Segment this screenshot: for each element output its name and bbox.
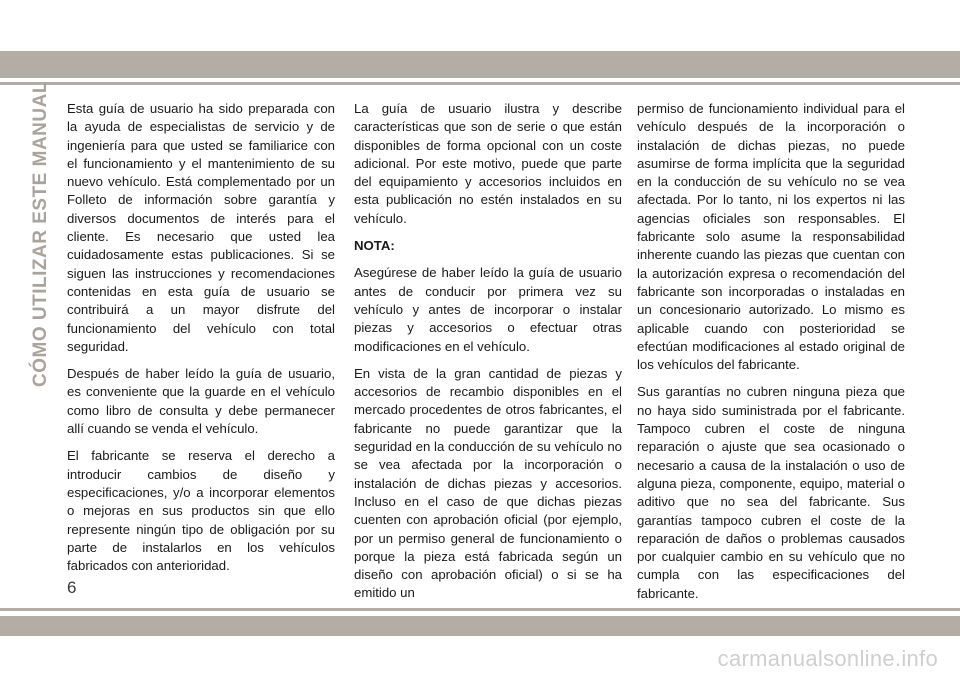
paragraph: En vista de la gran cantidad de piezas y accesorios de recambio disponibles en el mercado procedentes de otros fabricantes, el fabricante no puede garantizar que la seguridad en la conducción de su vehículo no se vea afectada por la incorporación o instalación de dichas piezas y accesorios. Incluso en el caso de que dichas piezas cuenten con aprobación oficial (por ejemplo, por un permiso general de funcionamiento o porque la pieza está fabricada según un diseño con aprobación oficial) o si se ha emitido un: [354, 365, 622, 601]
header-band: [0, 51, 960, 78]
footer-rule: [0, 608, 960, 611]
note-label: NOTA:: [354, 238, 395, 254]
column-1: [67, 100, 335, 584]
section-title: CÓMO UTILIZAR ESTE MANUAL: [30, 81, 51, 387]
footer-band: [0, 616, 960, 636]
paragraph: La guía de usuario ilustra y describe características que son de serie o que están disponibles de forma opcional con un coste adicional. Por este motivo, puede que parte del equipamiento y accesorios incluidos en esta publicación no estén instalados en su vehículo.: [354, 101, 622, 226]
section-tab: [27, 81, 55, 387]
page-number: 6: [67, 578, 77, 597]
column-3: [637, 100, 905, 612]
paragraph: permiso de funcionamiento individual para el vehículo después de la incorporación o instalación de dichas piezas, no puede asumirse de forma implícita que la seguridad en la conducción de su vehículo no se vea afectada. Por lo tanto, ni los expertos ni las agencias oficiales son responsables. El fabricante solo asume la responsabilidad inherente cuando las piezas que cuentan con la autorización expresa o recomendación del fabricante son incorporadas o instaladas en un concesionario autorizado. Lo mismo es aplicable cuando con posterioridad se efectúan modificaciones al estado original de los vehículos del fabricante.: [637, 101, 905, 373]
header-rule: [0, 82, 960, 85]
paragraph: Después de haber leído la guía de usuario, es conveniente que la guarde en el vehículo como libro de consulta y debe permanecer allí cuando se venda el vehículo.: [67, 366, 335, 437]
note-text: Asegúrese de haber leído la guía de usuario antes de conducir por primera vez su vehículo y antes de incorporar o instalar piezas y accesorios o efectuar otras modificaciones en el vehículo.: [354, 265, 622, 354]
column-2: [354, 100, 622, 612]
paragraph: Esta guía de usuario ha sido preparada con la ayuda de especialistas de servicio y de ingeniería para que usted se familiarice con el funcionamiento y el mantenimiento de su nuevo vehículo. Está complementado por un Folleto de información sobre garantía y diversos documentos de interés para el cliente. Es necesario que usted lea cuidadosamente estas publicaciones. Si se siguen las instrucciones y recomendaciones contenidas en esta guía de usuario se contribuirá a un mayor disfrute del funcionamiento del vehículo con total seguridad.: [67, 101, 335, 354]
watermark: carmanualsonline.info: [717, 646, 938, 671]
paragraph: Sus garantías no cubren ninguna pieza que no haya sido suministrada por el fabricante. Tampoco cubren el coste de ninguna reparación o ajuste que sea ocasionado o necesario a causa de la instalación o uso de alguna pieza, componente, equipo, material o aditivo que no sea del fabricante. Sus garantías tampoco cubren el coste de la reparación de daños o problemas causados por cualquier cambio en su vehículo que no cumpla con las especificaciones del fabricante.: [637, 384, 905, 601]
paragraph: El fabricante se reserva el derecho a introducir cambios de diseño y especificaciones, y/o a incorporar elementos o mejoras en sus productos sin que ello represente ningún tipo de obligación por su parte de instalarlos en los vehículos fabricados con anterioridad.: [67, 448, 335, 574]
